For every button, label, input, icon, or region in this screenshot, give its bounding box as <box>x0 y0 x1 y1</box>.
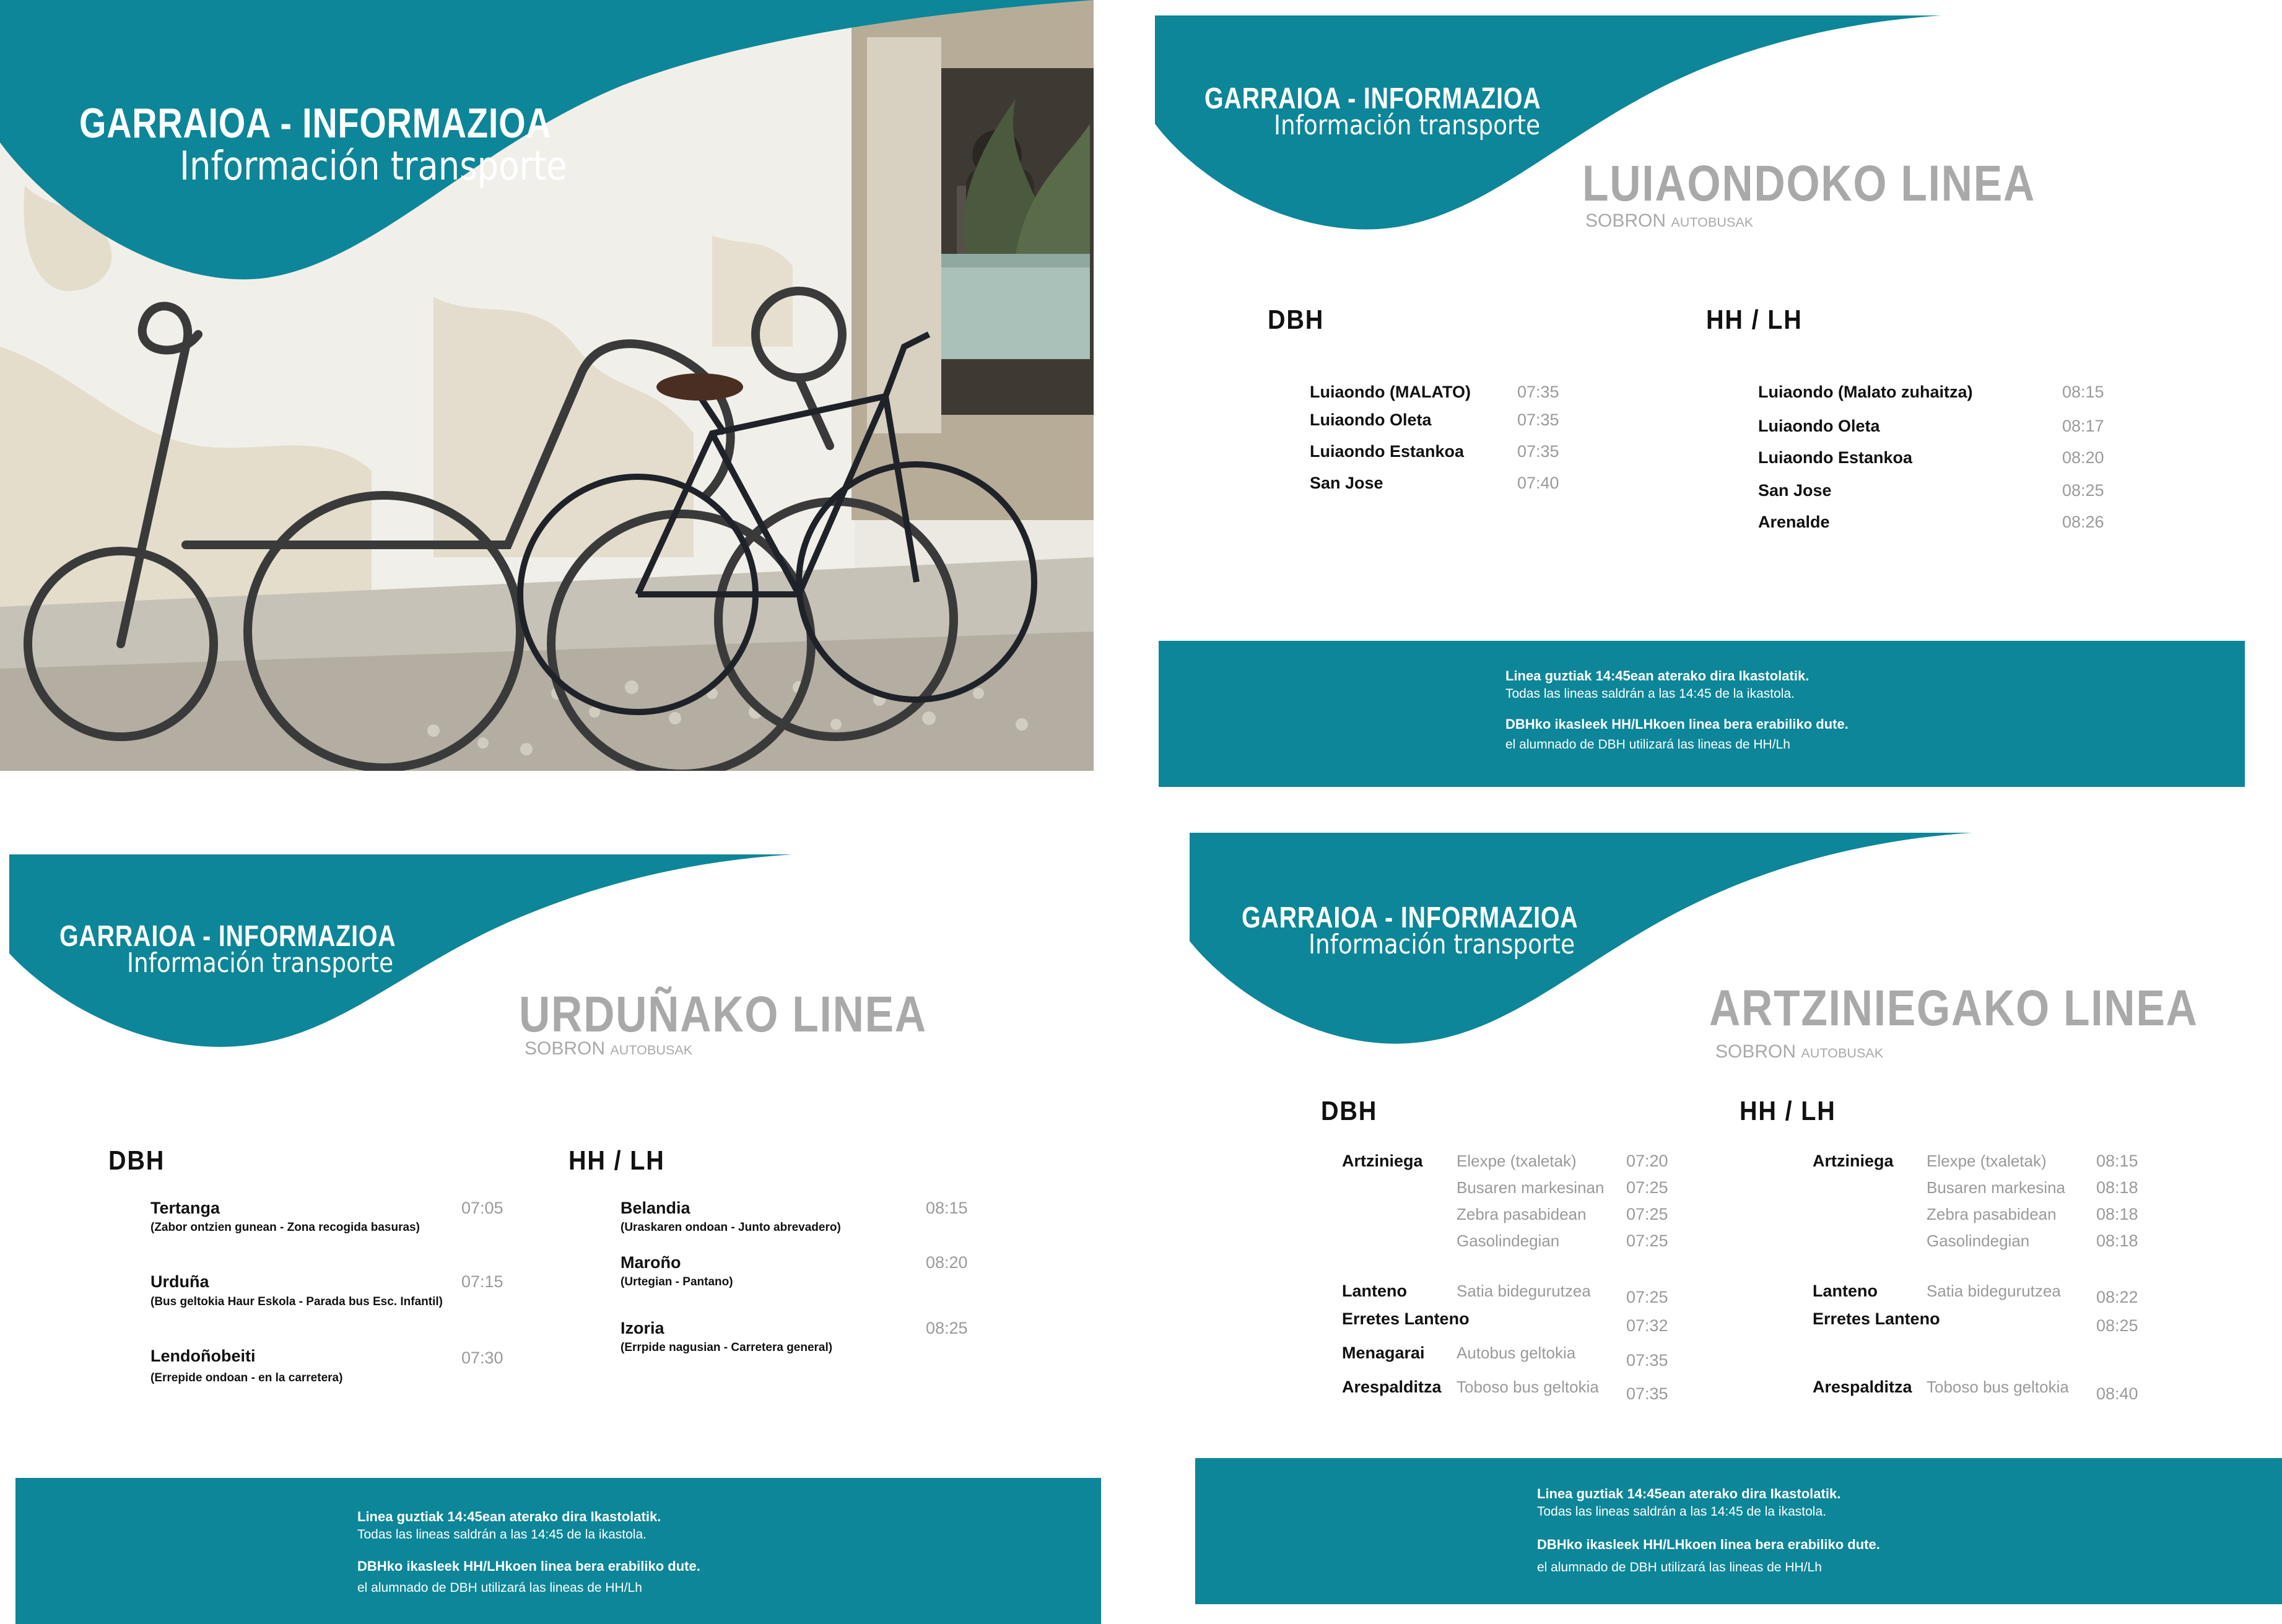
stop-time: 08:25 <box>2062 481 2104 500</box>
stop-time: 07:35 <box>1517 442 1559 461</box>
operator-type: AUTOBUSAK <box>610 1042 693 1057</box>
stop-time: 07:35 <box>1517 383 1559 401</box>
cover-title: GARRAIOA - INFORMAZIOA <box>79 100 552 147</box>
stop-name: Tertanga <box>150 1199 220 1217</box>
stop-name: Arenalde <box>1758 513 1830 531</box>
stop-name: San Jose <box>1758 481 1832 500</box>
operator-label <box>1585 211 1753 232</box>
stop-place: Busaren markesina <box>1927 1178 2065 1197</box>
footer-line2: el alumnado de DBH utilizará las lineas de HH/Lh <box>357 1581 642 1595</box>
stop-place: Autobus geltokia <box>1457 1344 1576 1362</box>
stop-place: Gasolindegian <box>1457 1231 1560 1250</box>
stop-time: 08:25 <box>926 1319 968 1337</box>
header-subtitle: Información transporte <box>1274 110 1541 141</box>
info-footer <box>15 1478 1101 1624</box>
footer-line1-bold: Linea guztiak 14:45ean aterako dira Ikastolatik. <box>1537 1486 1841 1501</box>
hhlh-heading: HH / LH <box>1706 305 1803 335</box>
stop-name: Maroño <box>621 1253 681 1272</box>
hhlh-heading: HH / LH <box>1740 1096 1836 1126</box>
stop-place: Toboso bus geltokia <box>1927 1378 2069 1396</box>
stop-time: 07:30 <box>461 1348 503 1367</box>
line-title: ARTZINIEGAKO LINEA <box>1709 980 2198 1036</box>
stop-detail: (Errpide nagusian - Carretera general) <box>621 1341 833 1354</box>
stop-time: 08:18 <box>2096 1231 2138 1250</box>
operator-label <box>1715 1041 1883 1062</box>
header-title: GARRAIOA - INFORMAZIOA <box>1204 82 1541 115</box>
town-name: Lanteno <box>1813 1282 1878 1300</box>
stop-time: 08:15 <box>2096 1152 2138 1170</box>
operator-type: AUTOBUSAK <box>1801 1045 1884 1061</box>
stop-name: Luiaondo (MALATO) <box>1310 383 1471 401</box>
stop-name: Luiaondo Estankoa <box>1758 448 1913 467</box>
town-name: Arespalditza <box>1342 1378 1442 1396</box>
stop-place: Elexpe (txaletak) <box>1457 1152 1577 1170</box>
town-name: Erretes Lanteno <box>1813 1309 1940 1328</box>
stop-place: Satia bidegurutzea <box>1927 1282 2061 1300</box>
stop-name: Luiaondo Oleta <box>1310 410 1432 429</box>
stop-time: 07:15 <box>461 1272 503 1291</box>
stop-name: Luiaondo Estankoa <box>1310 442 1465 461</box>
town-name: Arespalditza <box>1813 1378 1912 1396</box>
urduna-panel <box>0 848 1115 1624</box>
operator-name: SOBRON <box>525 1038 606 1059</box>
dbh-heading: DBH <box>1321 1096 1378 1126</box>
stop-time: 07:20 <box>1626 1152 1668 1170</box>
dbh-heading: DBH <box>108 1145 165 1176</box>
cover-subtitle: Información transporte <box>180 144 567 189</box>
luiaondo-panel <box>1155 0 2282 799</box>
stop-name: Luiaondo (Malato zuhaitza) <box>1758 383 1973 401</box>
stop-time: 07:25 <box>1626 1205 1668 1223</box>
footer-line2-bold: DBHko ikasleek HH/LHkoen linea bera erabiliko dute. <box>1537 1537 1880 1552</box>
stop-name: Izoria <box>621 1319 664 1337</box>
stop-place: Gasolindegian <box>1927 1231 2030 1250</box>
stop-place: Toboso bus geltokia <box>1457 1378 1599 1396</box>
stop-time: 07:35 <box>1626 1351 1668 1370</box>
stop-detail: (Urtegian - Pantano) <box>621 1275 733 1288</box>
operator-name: SOBRON <box>1585 211 1666 231</box>
stop-detail: (Zabor ontzien gunean - Zona recogida basuras) <box>150 1221 420 1234</box>
footer-line1-bold: Linea guztiak 14:45ean aterako dira Ikastolatik. <box>357 1509 661 1524</box>
stop-time: 07:35 <box>1626 1384 1668 1403</box>
stop-detail: (Uraskaren ondoan - Junto abrevadero) <box>621 1221 841 1234</box>
town-name: Menagarai <box>1342 1344 1425 1362</box>
stop-time: 08:17 <box>2062 417 2104 435</box>
dbh-heading: DBH <box>1268 305 1325 335</box>
stop-time: 08:40 <box>2096 1384 2138 1403</box>
stop-name: Luiaondo Oleta <box>1758 417 1880 435</box>
stop-time: 08:15 <box>926 1199 968 1217</box>
stop-time: 07:35 <box>1517 410 1559 429</box>
town-name: Artziniega <box>1342 1152 1423 1170</box>
stop-time: 08:18 <box>2096 1205 2138 1223</box>
town-name: Erretes Lanteno <box>1342 1309 1470 1328</box>
stop-time: 07:25 <box>1626 1288 1668 1306</box>
stop-time: 07:25 <box>1626 1178 1668 1197</box>
footer-line1-bold: Linea guztiak 14:45ean aterako dira Ikastolatik. <box>1505 668 1809 684</box>
stop-time: 08:26 <box>2062 513 2104 531</box>
header-title: GARRAIOA - INFORMAZIOA <box>1242 901 1579 934</box>
stop-name: Belandia <box>621 1199 690 1217</box>
footer-line1: Todas las lineas saldrán a las 14:45 de la ikastola. <box>1505 687 1795 701</box>
header-title: GARRAIOA - INFORMAZIOA <box>59 920 396 953</box>
stop-place: Zebra pasabidean <box>1927 1205 2057 1223</box>
stop-time: 08:15 <box>2062 383 2104 401</box>
town-name: Lanteno <box>1342 1282 1407 1300</box>
header-subtitle: Información transporte <box>127 947 394 979</box>
stop-time: 07:40 <box>1517 474 1559 492</box>
cover-panel <box>0 0 1094 771</box>
line-title: URDUÑAKO LINEA <box>519 986 927 1043</box>
stop-time: 07:25 <box>1626 1231 1668 1250</box>
stop-name: Urduña <box>150 1272 209 1291</box>
operator-name: SOBRON <box>1715 1041 1796 1062</box>
stop-time: 08:25 <box>2096 1316 2138 1335</box>
footer-line1: Todas las lineas saldrán a las 14:45 de la ikastola. <box>357 1527 647 1542</box>
info-footer <box>1159 641 2245 787</box>
stop-place: Satia bidegurutzea <box>1457 1282 1591 1300</box>
line-title: LUIAONDOKO LINEA <box>1582 155 2036 212</box>
footer-line1: Todas las lineas saldrán a las 14:45 de la ikastola. <box>1537 1505 1826 1519</box>
stop-name: Lendoñobeiti <box>150 1347 256 1365</box>
operator-type: AUTOBUSAK <box>1671 214 1754 230</box>
stop-place: Busaren markesinan <box>1457 1178 1605 1197</box>
stop-time: 07:32 <box>1626 1316 1668 1335</box>
stop-place: Elexpe (txaletak) <box>1927 1152 2047 1170</box>
stop-place: Zebra pasabidean <box>1457 1205 1587 1223</box>
stop-detail: (Errepide ondoan - en la carretera) <box>150 1371 343 1384</box>
stop-time: 08:18 <box>2096 1178 2138 1197</box>
stop-time: 08:22 <box>2096 1288 2138 1306</box>
stop-time: 08:20 <box>2062 448 2104 467</box>
info-footer <box>1195 1458 2282 1604</box>
operator-label <box>525 1038 692 1059</box>
stop-time: 08:20 <box>926 1253 968 1272</box>
artziniega-panel <box>1167 823 2282 1624</box>
footer-line2-bold: DBHko ikasleek HH/LHkoen linea bera erabiliko dute. <box>1505 716 1849 732</box>
stop-detail: (Bus geltokia Haur Eskola - Parada bus Esc. Infantil) <box>150 1295 443 1308</box>
town-name: Artziniega <box>1813 1152 1894 1170</box>
hhlh-heading: HH / LH <box>568 1145 665 1176</box>
stop-name: San Jose <box>1310 474 1383 492</box>
footer-line2: el alumnado de DBH utilizará las lineas de HH/Lh <box>1505 737 1790 752</box>
footer-line2-bold: DBHko ikasleek HH/LHkoen linea bera erabiliko dute. <box>357 1558 700 1574</box>
footer-line2: el alumnado de DBH utilizará las lineas de HH/Lh <box>1537 1560 1822 1574</box>
header-subtitle: Información transporte <box>1309 929 1575 960</box>
stop-time: 07:05 <box>461 1199 503 1217</box>
